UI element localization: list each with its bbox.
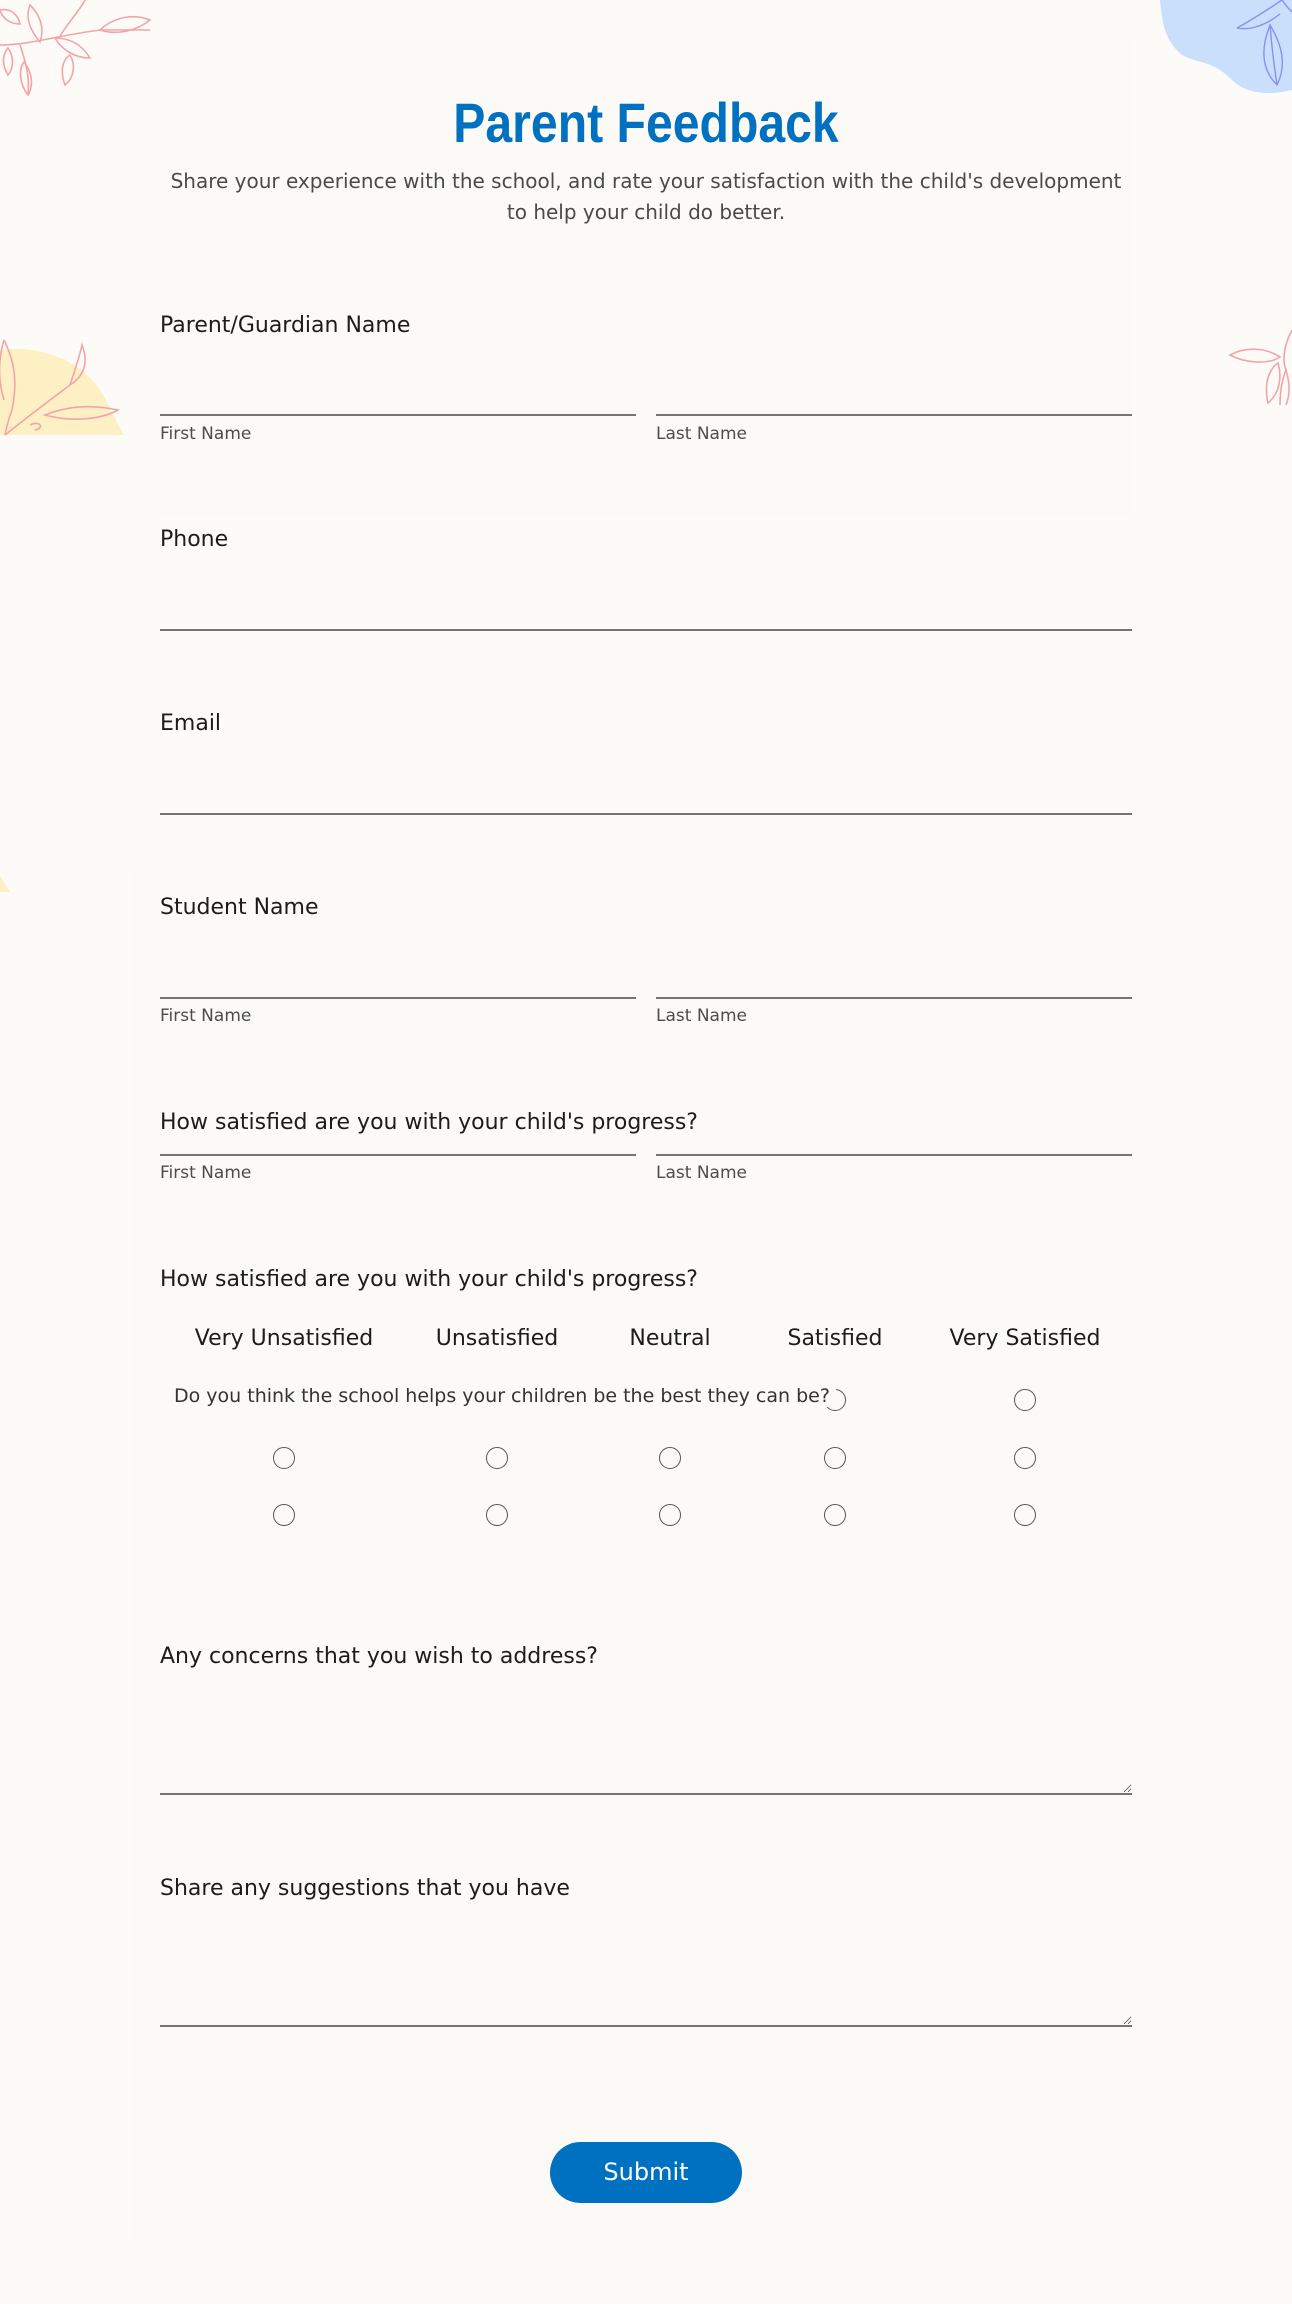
concerns-label: Any concerns that you wish to address? xyxy=(160,1644,598,1669)
concerns-textarea[interactable] xyxy=(160,1685,1132,1795)
student-last-name-input[interactable] xyxy=(656,971,1132,999)
student-last-name-sublabel: Last Name xyxy=(656,1006,747,1026)
matrix-row3-neutral-radio[interactable] xyxy=(659,1504,681,1526)
matrix-row1-label: Do you think the school helps your children be the best they can be? xyxy=(174,1385,836,1407)
progress-first-name-input[interactable] xyxy=(160,1128,636,1156)
parent-first-name-input[interactable] xyxy=(160,388,636,416)
matrix-row3-satisfied-radio[interactable] xyxy=(824,1504,846,1526)
parent-last-name-sublabel: Last Name xyxy=(656,424,747,444)
matrix-row2-satisfied-radio[interactable] xyxy=(824,1447,846,1469)
matrix-column-neutral: Neutral xyxy=(629,1326,711,1351)
student-first-name-sublabel: First Name xyxy=(160,1006,252,1026)
yellow-blob-decoration-left xyxy=(0,320,130,440)
progress-first-name-sublabel: First Name xyxy=(160,1163,252,1183)
suggestions-textarea[interactable] xyxy=(160,1917,1132,2027)
matrix-column-satisfied: Satisfied xyxy=(787,1326,883,1351)
yellow-blob-decoration-left-lower xyxy=(0,876,12,892)
matrix-row1-very-satisfied-radio[interactable] xyxy=(1014,1389,1036,1411)
blue-blob-decoration-top-right xyxy=(1152,0,1292,95)
matrix-row3-very-unsatisfied-radio[interactable] xyxy=(273,1504,295,1526)
page-title: Parent Feedback xyxy=(453,91,839,154)
matrix-column-very-unsatisfied: Very Unsatisfied xyxy=(194,1326,374,1351)
leaf-branch-decoration-top-left xyxy=(0,0,160,110)
student-first-name-input[interactable] xyxy=(160,971,636,999)
matrix-column-unsatisfied: Unsatisfied xyxy=(435,1326,559,1351)
email-label: Email xyxy=(160,711,222,736)
page-subtitle: Share your experience with the school, and rate your satisfaction with the child's development to help your child do better. xyxy=(170,169,1122,224)
progress-last-name-input[interactable] xyxy=(656,1128,1132,1156)
matrix-row2-unsatisfied-radio[interactable] xyxy=(486,1447,508,1469)
leaf-decoration-right xyxy=(1220,325,1292,410)
submit-button[interactable]: Submit xyxy=(550,2142,742,2203)
phone-label: Phone xyxy=(160,527,229,552)
matrix-row3-very-satisfied-radio[interactable] xyxy=(1014,1504,1036,1526)
matrix-row3-unsatisfied-radio[interactable] xyxy=(486,1504,508,1526)
matrix-row2-very-satisfied-radio[interactable] xyxy=(1014,1447,1036,1469)
form-panel-bottom xyxy=(130,870,1160,2240)
parent-first-name-sublabel: First Name xyxy=(160,424,252,444)
suggestions-label: Share any suggestions that you have xyxy=(160,1876,570,1901)
student-name-label: Student Name xyxy=(160,895,319,920)
progress-name-label: How satisfied are you with your child's progress? xyxy=(160,1110,698,1135)
phone-input[interactable] xyxy=(160,603,1132,631)
parent-last-name-input[interactable] xyxy=(656,388,1132,416)
email-input[interactable] xyxy=(160,787,1132,815)
progress-last-name-sublabel: Last Name xyxy=(656,1163,747,1183)
matrix-column-very-satisfied: Very Satisfied xyxy=(949,1326,1101,1351)
matrix-row2-very-unsatisfied-radio[interactable] xyxy=(273,1447,295,1469)
matrix-question-label: How satisfied are you with your child's progress? xyxy=(160,1267,698,1292)
matrix-row2-neutral-radio[interactable] xyxy=(659,1447,681,1469)
parent-name-label: Parent/Guardian Name xyxy=(160,313,411,338)
